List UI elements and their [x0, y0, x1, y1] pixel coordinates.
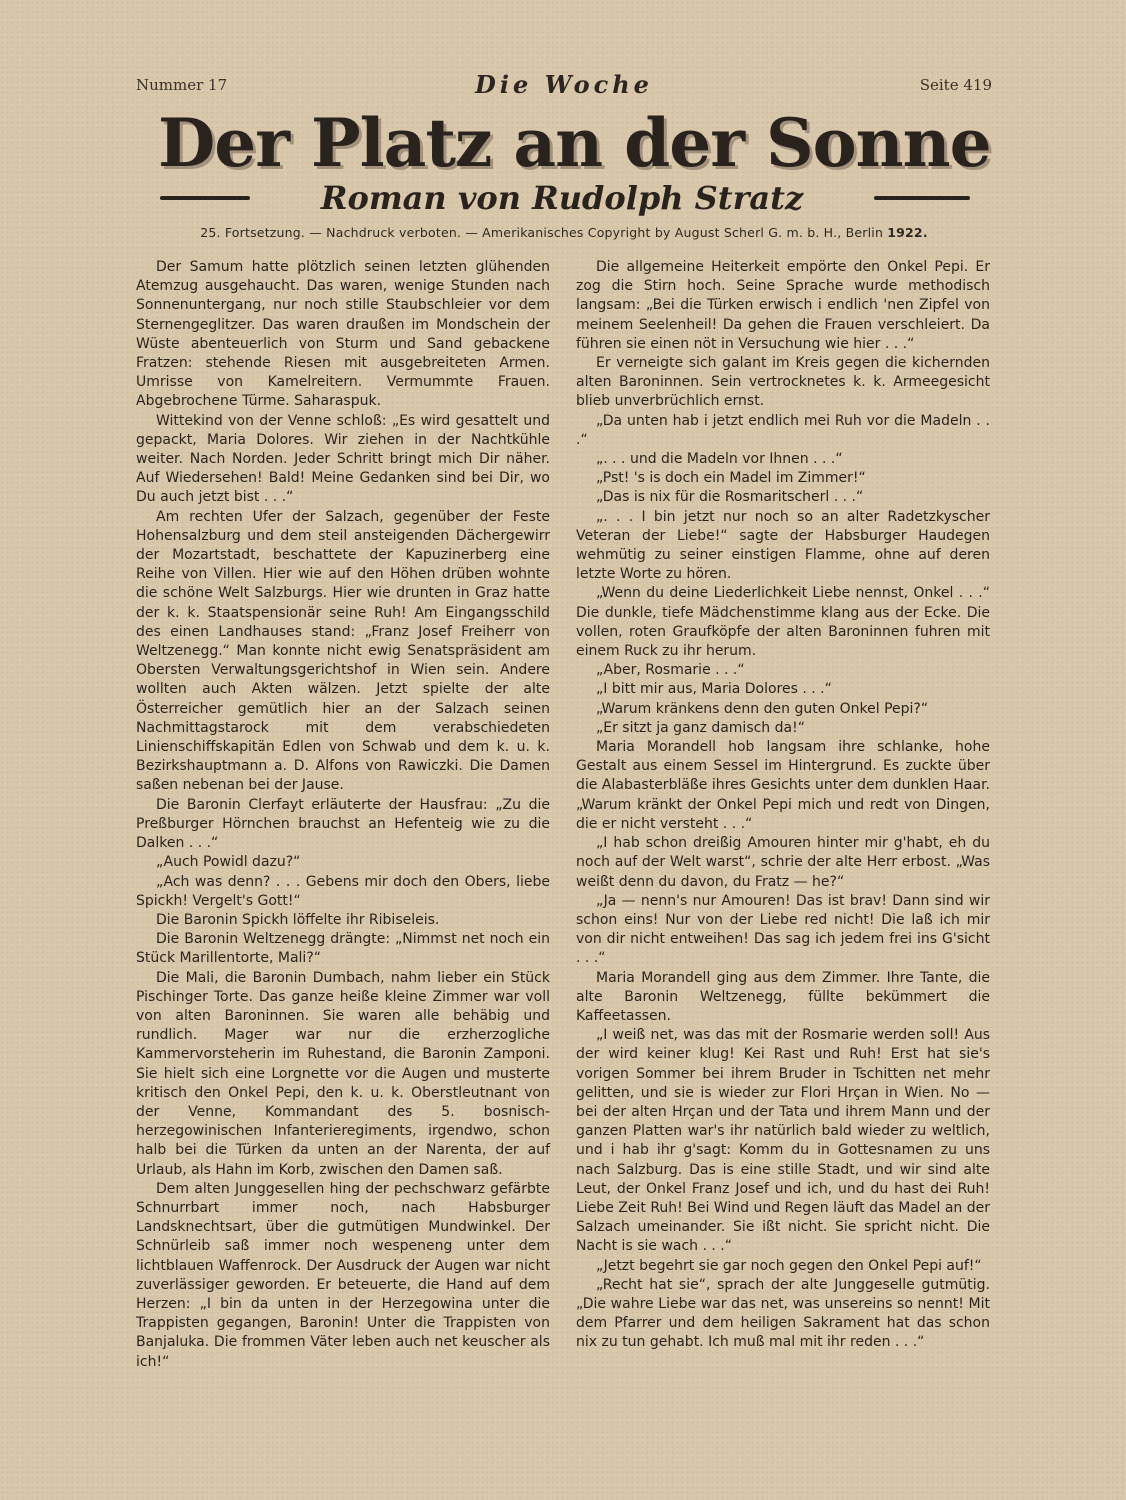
paragraph: Dem alten Junggesellen hing der pechschwarz gefärbte Schnurrbart immer noch, nach Habsburger Landsknechtsart, über die gutmütigen Mundwinkel. Der Schnürleib saß immer noch wespeneng unter dem lichtblauen Waffenrock. Der Ausdruck der Augen war nicht zuverlässiger geworden. Er beteuerte, die Hand auf dem Herzen: „I bin da unten in der Herzegowina unter die Trappisten gegangen, Baronin! Unter die Trappisten von Banjaluka. Die frommen Väter leben auch net keuscher als ich!“	[136, 1180, 550, 1370]
paragraph: „Wenn du deine Liederlichkeit Liebe nennst, Onkel . . .“ Die dunkle, tiefe Mädchenstimme klang aus der Ecke. Die vollen, roten Graufköpfe der alten Baroninnen fuhren mit einem Ruck zu ihr herum.	[576, 585, 990, 660]
paragraph: „I hab schon dreißig Amouren hinter mir g'habt, eh du noch auf der Welt warst“, schrie der alte Herr erbost. „Was weißt denn du davon, du Fratz — he?“	[576, 835, 990, 890]
copyright-year: 1922.	[887, 225, 928, 240]
paragraph: Der Samum hatte plötzlich seinen letzten glühenden Atemzug ausgehaucht. Das waren, wenige Stunden nach Sonnenuntergang, nur noch stille Staubschleier vor dem Sternengeglitzer. Das waren draußen im Mondschein der Wüste abenteuerlich von Sturm und Sand gebackene Fratzen: stehende Riesen mit ausgebreiteten Armen. Umrisse von Kamelreitern. Vermummte Frauen. Abgebrochene Türme. Saharaspuk.	[136, 259, 550, 410]
paragraph: Wittekind von der Venne schloß: „Es wird gesattelt und gepackt, Maria Dolores. Wir ziehen in der Nachtkühle weiter. Nach Norden. Jeder Schritt bringt mich Dir näher. Auf Wiedersehen! Bald! Meine Gedanken sind bei Dir, wo Du auch jetzt bist . . .“	[136, 412, 550, 506]
issue-number: Nummer 17	[136, 76, 228, 94]
paragraph: Die Mali, die Baronin Dumbach, nahm lieber ein Stück Pischinger Torte. Das ganze heiße kleine Zimmer war voll von alten Baroninnen. Sie waren alle behäbig und rundlich. Mager war nur die erzherzogliche Kammervorsteherin im Ruhestand, die Baronin Zamponi. Sie hielt sich eine Lorgnette vor die Augen und musterte kritisch den Onkel Pepi, den k. u. k. Oberstleutnant von der Venne, Kommandant des 5. bosnisch-herzegowinischen Infanterieregiments, irgendwo, schon halb bei die Türken da unten an der Narenta, der auf Urlaub, als Hahn im Korb, zwischen den Damen saß.	[136, 969, 550, 1178]
paragraph: Die Baronin Clerfayt erläuterte der Hausfrau: „Zu die Preßburger Hörnchen brauchst an Hefenteig wie zu die Dalken . . .“	[136, 796, 550, 852]
paragraph: „Warum kränkens denn den guten Onkel Pepi?“	[596, 700, 929, 717]
paragraph: „. . . I bin jetzt nur noch so an alter Radetzkyscher Veteran der Liebe!“ sagte der Habsburger Haudegen wehmütig zu seiner einstigen Flamme, ohne auf deren letzte Worte zu hören.	[576, 508, 990, 583]
paragraph: „Recht hat sie“, sprach der alte Junggeselle gutmütig. „Die wahre Liebe war das net, was unsereins so nennt! Mit dem Pfarrer und dem heiligen Sakrament hat das schon nix zu tun gehabt. Ich muß mal mit ihr reden . . .“	[576, 1276, 990, 1351]
paragraph: „Das is nix für die Rosmaritscherl . . .“	[596, 489, 864, 506]
paragraph: „Auch Powidl dazu?“	[156, 854, 301, 871]
paragraph: „Ach was denn? . . . Gebens mir doch den Obers, liebe Spickh! Vergelt's Gott!“	[136, 873, 550, 909]
paragraph: „Pst! 's is doch ein Madel im Zimmer!“	[596, 470, 866, 487]
paragraph: Maria Morandell ging aus dem Zimmer. Ihre Tante, die alte Baronin Weltzenegg, füllte bekümmert die Kaffeetassen.	[576, 969, 990, 1024]
text-column-right	[576, 258, 990, 1353]
paragraph: „I weiß net, was das mit der Rosmarie werden soll! Aus der wird keiner klug! Kei Rast und Ruh! Erst hat sie's vorigen Sommer bei ihrem Bruder in Tschitten net mehr gelitten, und sie is wieder zur Flori Hrçan in Wien. No — bei der alten Hrçan und der Tata und ihrem Mann und der ganzen Platten war's ihr natürlich bald wieder zu weltlich, und i hab ihr g'sagt: Komm du in Gottesnamen zu uns nach Salzburg. Das is eine stille Stadt, und wir sind alte Leut, der Onkel Franz Josef und ich, und du hast dei Ruh! Liebe Zeit Ruh! Bei Wind und Regen läuft das Madel an der Salzach umeinander. Sie ißt nicht. Sie spricht nicht. Die Nacht is sie wach . . .“	[576, 1027, 990, 1255]
paragraph: Er verneigte sich galant im Kreis gegen die kichernden alten Baroninnen. Sein vertrocknetes k. k. Armeegesicht blieb unverbrüchlich ernst.	[576, 355, 990, 410]
magazine-name: Die Woche	[475, 70, 653, 99]
paragraph: Maria Morandell hob langsam ihre schlanke, hohe Gestalt aus einem Sessel im Hintergrund. Es zuckte über die Alabasterbläße ihres Gesichts unter dem dunklen Haar. „Warum kränkt der Onkel Pepi mich und redt von Dingen, die er nicht versteht . . .“	[576, 739, 990, 832]
copyright-notice	[136, 225, 992, 240]
page-number: Seite 419	[919, 76, 992, 94]
paragraph: Die Baronin Spickh löffelte ihr Ribiseleis.	[156, 911, 440, 928]
paragraph: Die allgemeine Heiterkeit empörte den Onkel Pepi. Er zog die Stirn hoch. Seine Sprache wurde methodisch langsam: „Bei die Türken erwisch i endlich 'nen Zipfel von meinem Seelenheil! Da gehen die Frauen verschleiert. Da führen sie einen nöt in Versuchung wie hier . . .“	[576, 259, 990, 352]
paragraph: „Jetzt begehrt sie gar noch gegen den Onkel Pepi auf!“	[596, 1257, 982, 1274]
article-title: Der Platz an der Sonne	[158, 104, 991, 182]
copyright-text: 25. Fortsetzung. — Nachdruck verboten. — Amerikanisches Copyright by August Scherl G. m. b. H., Berlin	[200, 225, 888, 240]
paragraph: „Ja — nenn's nur Amouren! Das ist brav! Dann sind wir schon eins! Nur von der Liebe red nicht! Die laß ich mir von dir nicht entweihen! Das sag ich jedem frei ins G'sicht . . .“	[576, 892, 990, 967]
paragraph: „. . . und die Madeln vor Ihnen . . .“	[596, 451, 843, 468]
byline-row	[160, 178, 970, 218]
running-header	[136, 70, 992, 100]
paragraph: „Aber, Rosmarie . . .“	[596, 662, 745, 679]
paragraph: Die Baronin Weltzenegg drängte: „Nimmst net noch ein Stück Marillentorte, Mali?“	[136, 931, 550, 967]
text-column-left	[136, 258, 550, 1372]
left-swash-ornament	[160, 196, 250, 200]
paragraph: „Er sitzt ja ganz damisch da!“	[596, 719, 805, 736]
paragraph: „Da unten hab i jetzt endlich mei Ruh vor die Madeln . . .“	[576, 412, 990, 448]
byline: Roman von Rudolph Stratz	[320, 179, 804, 217]
right-swash-ornament	[874, 196, 970, 200]
paragraph: „I bitt mir aus, Maria Dolores . . .“	[596, 681, 832, 698]
paragraph: Am rechten Ufer der Salzach, gegenüber der Feste Hohensalzburg und dem steil ansteigenden Dächergewirr der Mozartstadt, beschattete der Kapuzinerberg eine Reihe von Villen. Hier wie auf den Höhen drüben wohnte die schöne Welt Salzburgs. Hier wie drunten in Graz hatte der k. k. Staatspensionär seine Ruh! Am Eingangsschild des einen Landhauses stand: „Franz Josef Freiherr von Weltzenegg.“ Man konnte nicht ewig Senatspräsident am Obersten Verwaltungsgerichtshof in Wien sein. Andere wollten auch Akten wälzen. Jetzt spielte der alte Österreicher gemütlich hier an der Salzach seinen Nachmittagstarock mit dem verabschiedeten Linienschiffskapitän Edlen von Schwab und dem k. u. k. Bezirkshauptmann a. D. Alfons von Rawiczki. Die Damen saßen nebenan bei der Jause.	[136, 508, 550, 794]
